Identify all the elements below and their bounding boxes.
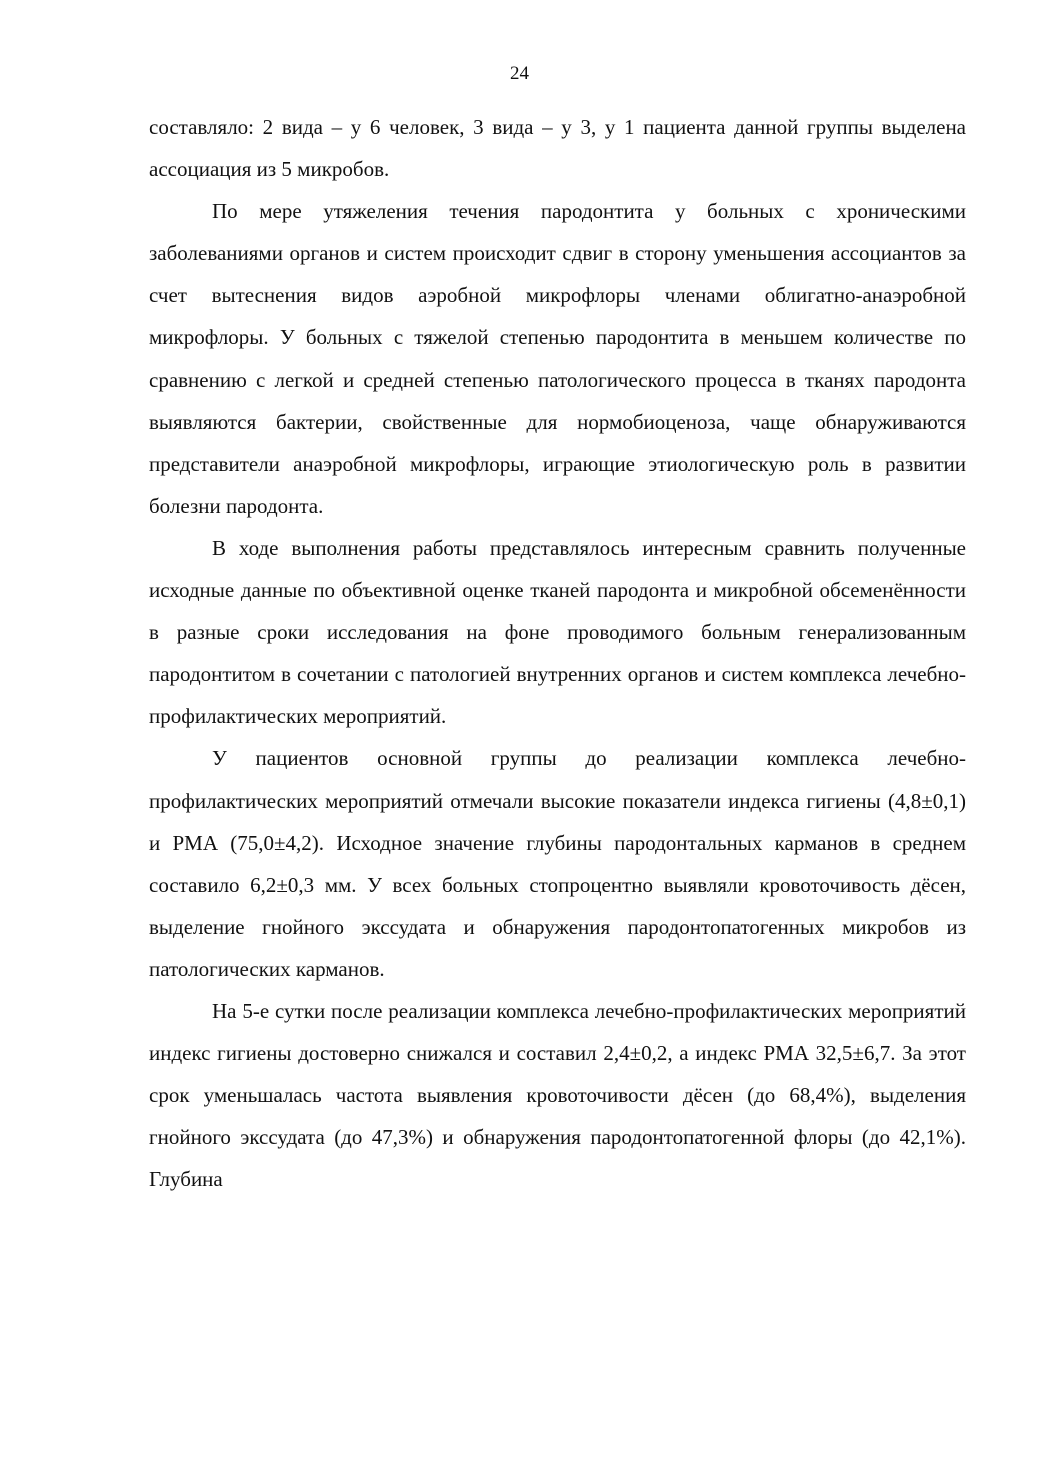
page-number: 24 bbox=[510, 63, 529, 84]
document-body bbox=[149, 106, 966, 1200]
paragraph-day-5-results: На 5-е сутки после реализации комплекса лечебно-профилактических мероприятий индекс гигиены достоверно снижался и составил 2,4±0,2, а индекс РМА 32,5±6,7. За этот срок уменьшалась частота выявления кровоточивости дёсен (до 68,4%), выделения гнойного экссудата (до 47,3%) и обнаружения пародонтопатогенной флоры (до 42,1%). Глубина bbox=[149, 998, 966, 1192]
paragraph-microflora-shift: По мере утяжеления течения пародонтита у больных с хроническими заболеваниями органов и систем происходит сдвиг в сторону уменьшения ассоциантов за счет вытеснения видов аэробной микрофлоры членами облигатно-анаэробной микрофлоры. У больных с тяжелой степенью пародонтита в меньшем количестве по сравнению с легкой и средней степенью патологического процесса в тканях пародонта выявляются бактерии, свойственные для нормобиоценоза, чаще обнаруживаются представители анаэробной микрофлоры, играющие этиологическую роль в развитии болезни пародонта. bbox=[149, 199, 966, 518]
paragraph-continuation: составляло: 2 вида – у 6 человек, 3 вида – у 3, у 1 пациента данной группы выделена ассоциация из 5 микробов. bbox=[149, 115, 966, 182]
paragraph-comparison-intro: В ходе выполнения работы представлялось интересным сравнить полученные исходные данные по объективной оценке тканей пародонта и микробной обсеменённости в разные сроки исследования на фоне проводимого больным генерализованным пародонтитом в сочетании с патологией внутренних органов и систем комплекса лечебно-профилактических мероприятий. bbox=[149, 535, 966, 729]
paragraph-baseline-indices: У пациентов основной группы до реализации комплекса лечебно-профилактических мероприятий отмечали высокие показатели индекса гигиены (4,8±0,1) и РМА (75,0±4,2). Исходное значение глубины пародонтальных карманов в среднем составило 6,2±0,3 мм. У всех больных стопроцентно выявляли кровоточивость дёсен, выделение гнойного экссудата и обнаружения пародонтопатогенных микробов из патологических карманов. bbox=[149, 746, 966, 981]
